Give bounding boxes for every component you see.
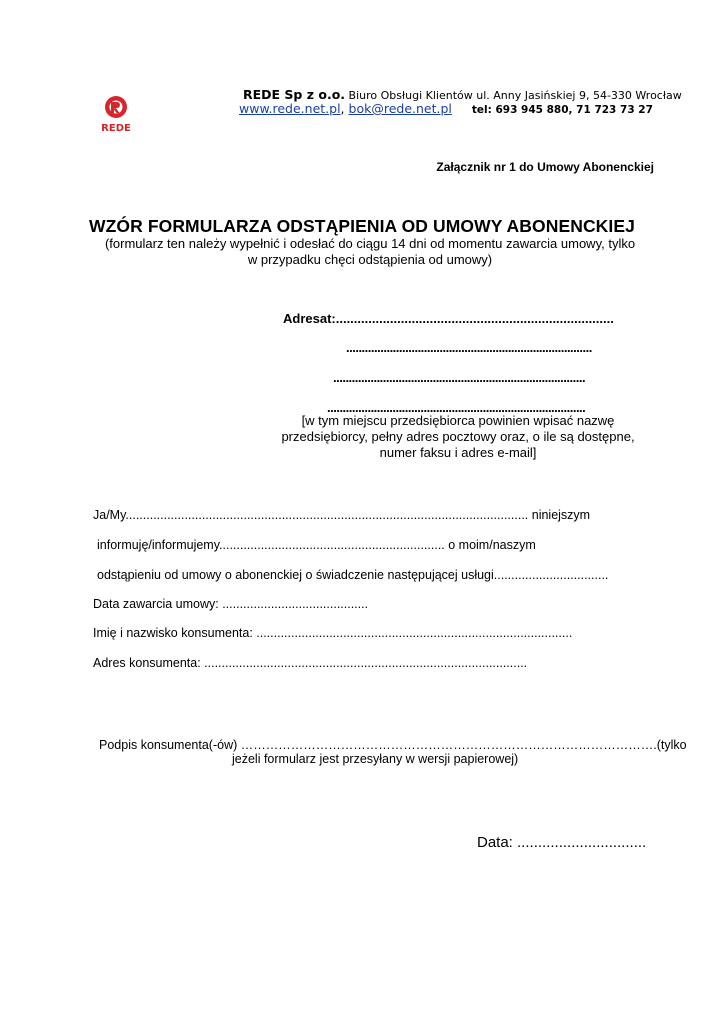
signature-note: jeżeli formularz jest przesyłany w wersji papierowej) — [232, 752, 519, 766]
contact-separator: , — [340, 101, 345, 116]
company-name: REDE Sp z o.o. — [243, 87, 346, 102]
contact-line — [239, 101, 653, 116]
address-note: [w tym miejscu przedsiębiorca powinien wpisać nazwę przedsiębiorcy, pełny adres pocztowy oraz, o ile są dostępne, numer faksu i adres e-mail] — [281, 413, 635, 460]
signature-line: Podpis konsumenta(-ów) ……………………………………………………………………………………….(tylko — [99, 738, 687, 752]
consumer-fullname-line: Imię i nazwisko konsumenta: ........................................................................................... — [93, 626, 573, 640]
annex-label: Załącznik nr 1 do Umowy Abonenckiej — [436, 160, 654, 174]
office-address: Biuro Obsługi Klientów ul. Anny Jasińskiej 9, 54-330 Wrocław — [348, 89, 682, 102]
address-line-1: ............................................................................... — [346, 340, 592, 355]
address-line-2: ................................................................................. — [333, 370, 586, 385]
consumer-address-line: Adres konsumenta: ............................................................................................. — [93, 656, 528, 670]
document-title: WZÓR FORMULARZA ODSTĄPIENIA OD UMOWY ABONENCKIEJ — [89, 216, 635, 236]
inform-line: informuję/informujemy................................................................. o moim/naszym — [97, 538, 536, 552]
addressee-label: Adresat:............................................................................. — [283, 311, 614, 326]
document-subtitle: (formularz ten należy wypełnić i odesłać do ciągu 14 dni od momentu zawarcia umowy, tylko w przypadku chęci odstąpienia od umowy) — [104, 236, 636, 267]
date-line: Data: ............................... — [477, 834, 647, 851]
contract-date-line: Data zawarcia umowy: .......................................... — [93, 597, 369, 611]
phone-numbers: tel: 693 945 880, 71 723 73 27 — [471, 104, 653, 116]
address-line-3: ................................................................................... — [327, 400, 586, 415]
website-link[interactable]: www.rede.net.pl — [239, 101, 341, 116]
email-link[interactable]: bok@rede.net.pl — [348, 101, 452, 116]
consumer-name-line: Ja/My.................................................................................................................... niniejszym — [93, 508, 591, 522]
logo-text: REDE — [101, 123, 131, 134]
company-line — [243, 87, 682, 102]
withdrawal-service-line: odstąpieniu od umowy o abonenckiej o świadczenie następującej usługi................................. — [97, 568, 609, 582]
